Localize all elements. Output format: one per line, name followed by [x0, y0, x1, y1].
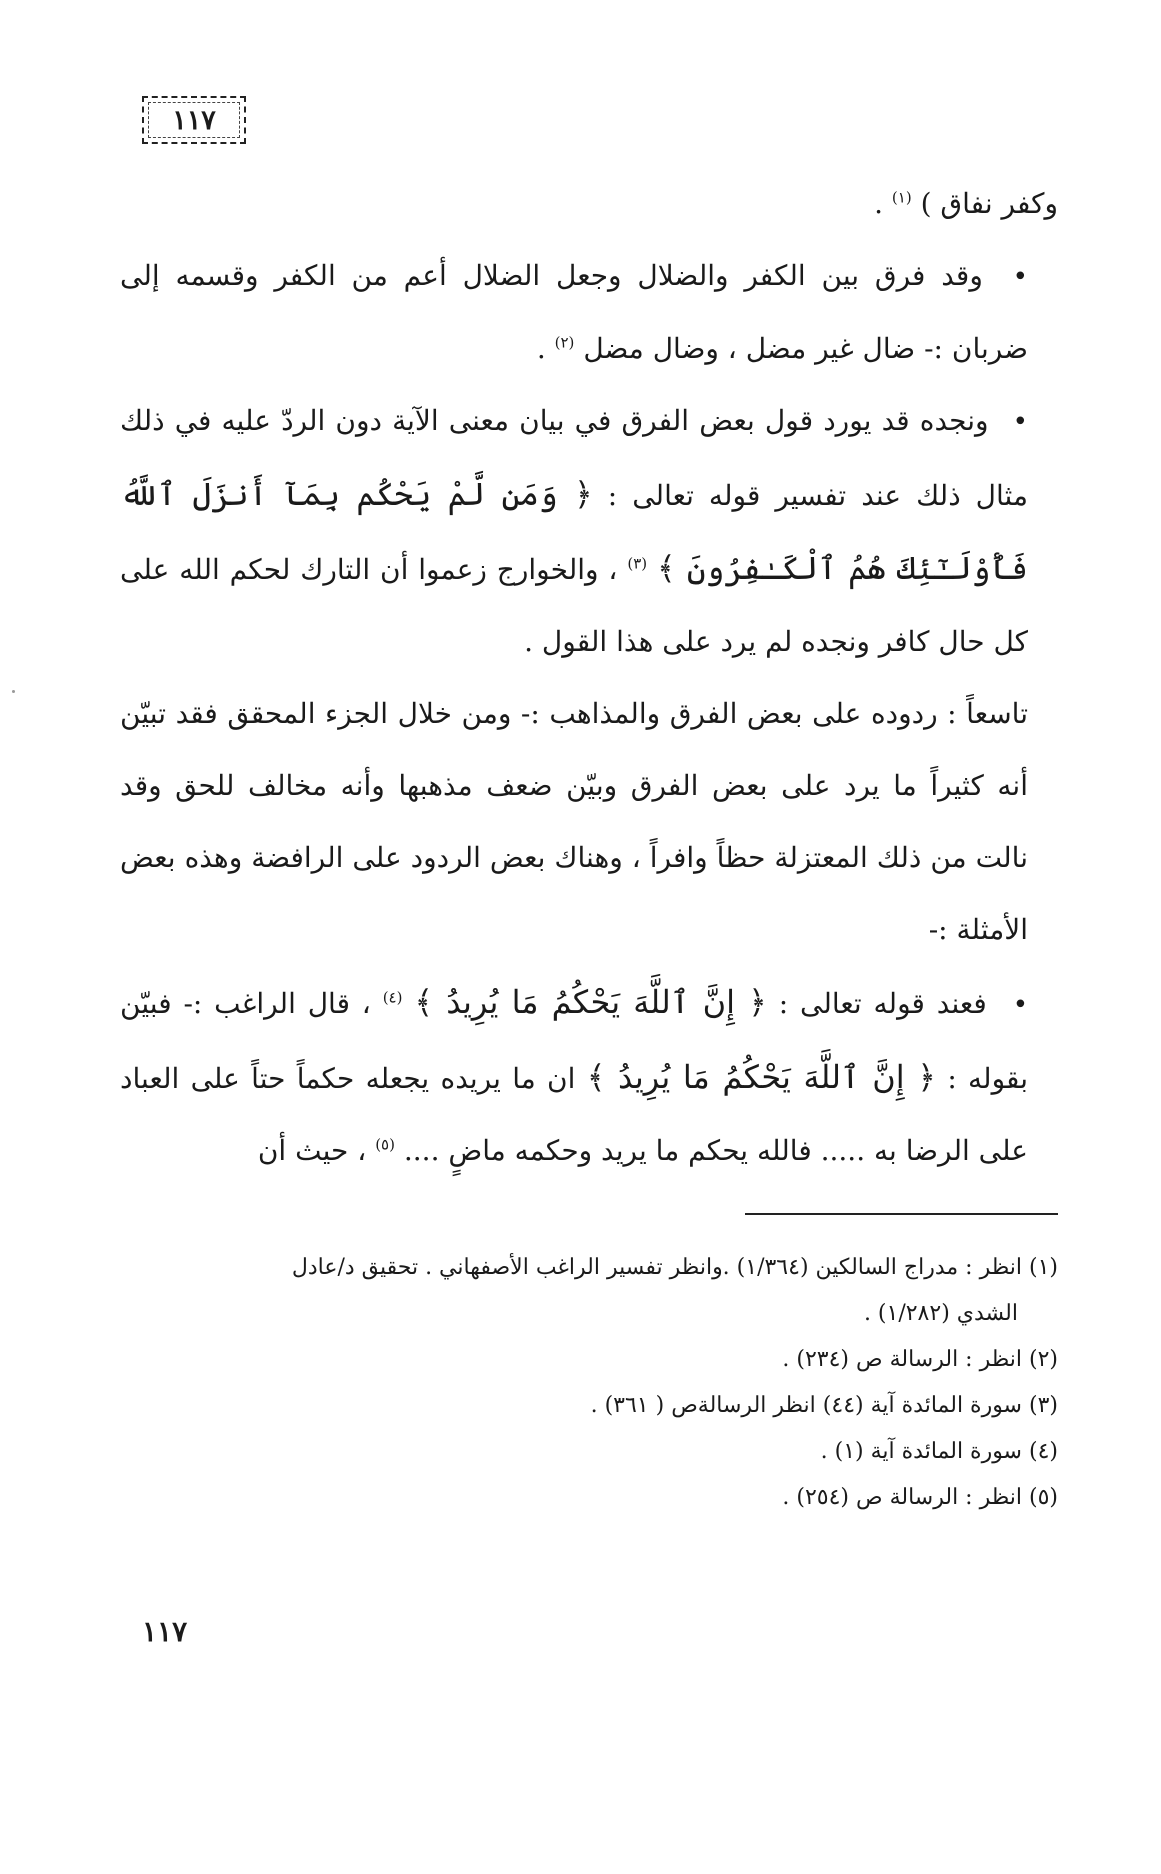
paragraph-3: • ونجده قد يورد قول بعض الفرق في بيان معنى الآية دون الردّ عليه في ذلك مثال ذلك عند تفسير قوله تعالى : ﴿ وَمَن لَّمْ يَحْكُم بِمَآ أَنزَلَ ٱللَّهُ فَأُوْلَـٰٓئِكَ هُمُ ٱلْكَـٰفِرُونَ ﴾ $^{(٣)}$ ، والخوارج زعموا أن التارك لحكم الله على كل حال كافر ونجده لم يرد على هذا القول . — [120, 385, 1058, 678]
footnote-3: (٣) سورة المائدة آية (٤٤) انظر الرسالةص ( ٣٦١) . — [590, 1393, 1058, 1418]
quran-verse-1: ﴿ وَمَن لَّمْ يَحْكُم بِمَآ أَنزَلَ ٱللَّهُ فَأُوْلَـٰٓئِكَ هُمُ ٱلْكَـٰفِرُونَ ﴾ — [120, 475, 1028, 587]
paragraph-5: • فعند قوله تعالى : ﴿ إِنَّ ٱللَّهَ يَحْكُمُ مَا يُرِيدُ ﴾ $^{(٤)}$ ، قال الراغب :- فبيّن بقوله : ﴿ إِنَّ ٱللَّهَ يَحْكُمُ مَا يُرِيدُ ﴾ ان ما يريده يجعله حكماً حتاً على العباد على الرضا به ..... فالله يحكم ما يريد وحكمه ماضٍ .... $^{(٥)}$ ، حيث أن — [120, 966, 1058, 1187]
footnote-ref-1: (١) — [891, 188, 912, 207]
footnote-2: (٢) انظر : الرسالة ص (٢٣٤) . — [782, 1347, 1058, 1372]
footnote-ref-2: (٢) — [554, 333, 575, 352]
scan-speck — [12, 690, 15, 693]
page-number-top: ١١٧ — [172, 104, 216, 136]
footnote-ref-5: (٥) — [375, 1135, 395, 1154]
footnotes — [120, 1245, 1058, 1521]
paragraph-2: • وقد فرق بين الكفر والضلال وجعل الضلال أعم من الكفر وقسمه إلى ضربان :- ضال غير مضل ، وضال مضل $^{(٢)}$ . — [120, 240, 1058, 385]
footnote-5: (٥) انظر : الرسالة ص (٢٥٤) . — [782, 1485, 1058, 1510]
page-number-badge — [142, 96, 246, 144]
paragraph-1: وكفر نفاق ) $^{(١)}$ . — [874, 187, 1058, 220]
footnote-ref-3: (٣) — [627, 554, 648, 573]
footnote-divider — [745, 1213, 1058, 1215]
quran-verse-2: ﴿ إِنَّ ٱللَّهَ يَحْكُمُ مَا يُرِيدُ ﴾ — [414, 983, 767, 1021]
page-number-bottom: ١١٧ — [142, 1615, 188, 1648]
footnote-1-continued: الشدي (١/٢٨٢) . — [863, 1301, 1018, 1326]
main-text — [120, 168, 1058, 1187]
footnote-4: (٤) سورة المائدة آية (١) . — [820, 1439, 1058, 1464]
quran-verse-3: ﴿ إِنَّ ٱللَّهَ يَحْكُمُ مَا يُرِيدُ ﴾ — [586, 1058, 936, 1096]
paragraph-4: تاسعاً : ردوده على بعض الفرق والمذاهب :- ومن خلال الجزء المحقق فقد تبيّن أنه كثيراً ما يرد على بعض الفرق وبيّن ضعف مذهبها وأنه مخالف للحق وقد نالت من ذلك المعتزلة حظاً وافراً ، وهناك بعض الردود على الرافضة وهذه بعض الأمثلة :- — [120, 697, 1028, 946]
footnote-ref-4: (٤) — [382, 988, 403, 1007]
footnote-1: (١) انظر : مدراج السالكين (١/٣٦٤) .وانظر تفسير الراغب الأصفهاني . تحقيق د/عادل — [291, 1255, 1058, 1280]
